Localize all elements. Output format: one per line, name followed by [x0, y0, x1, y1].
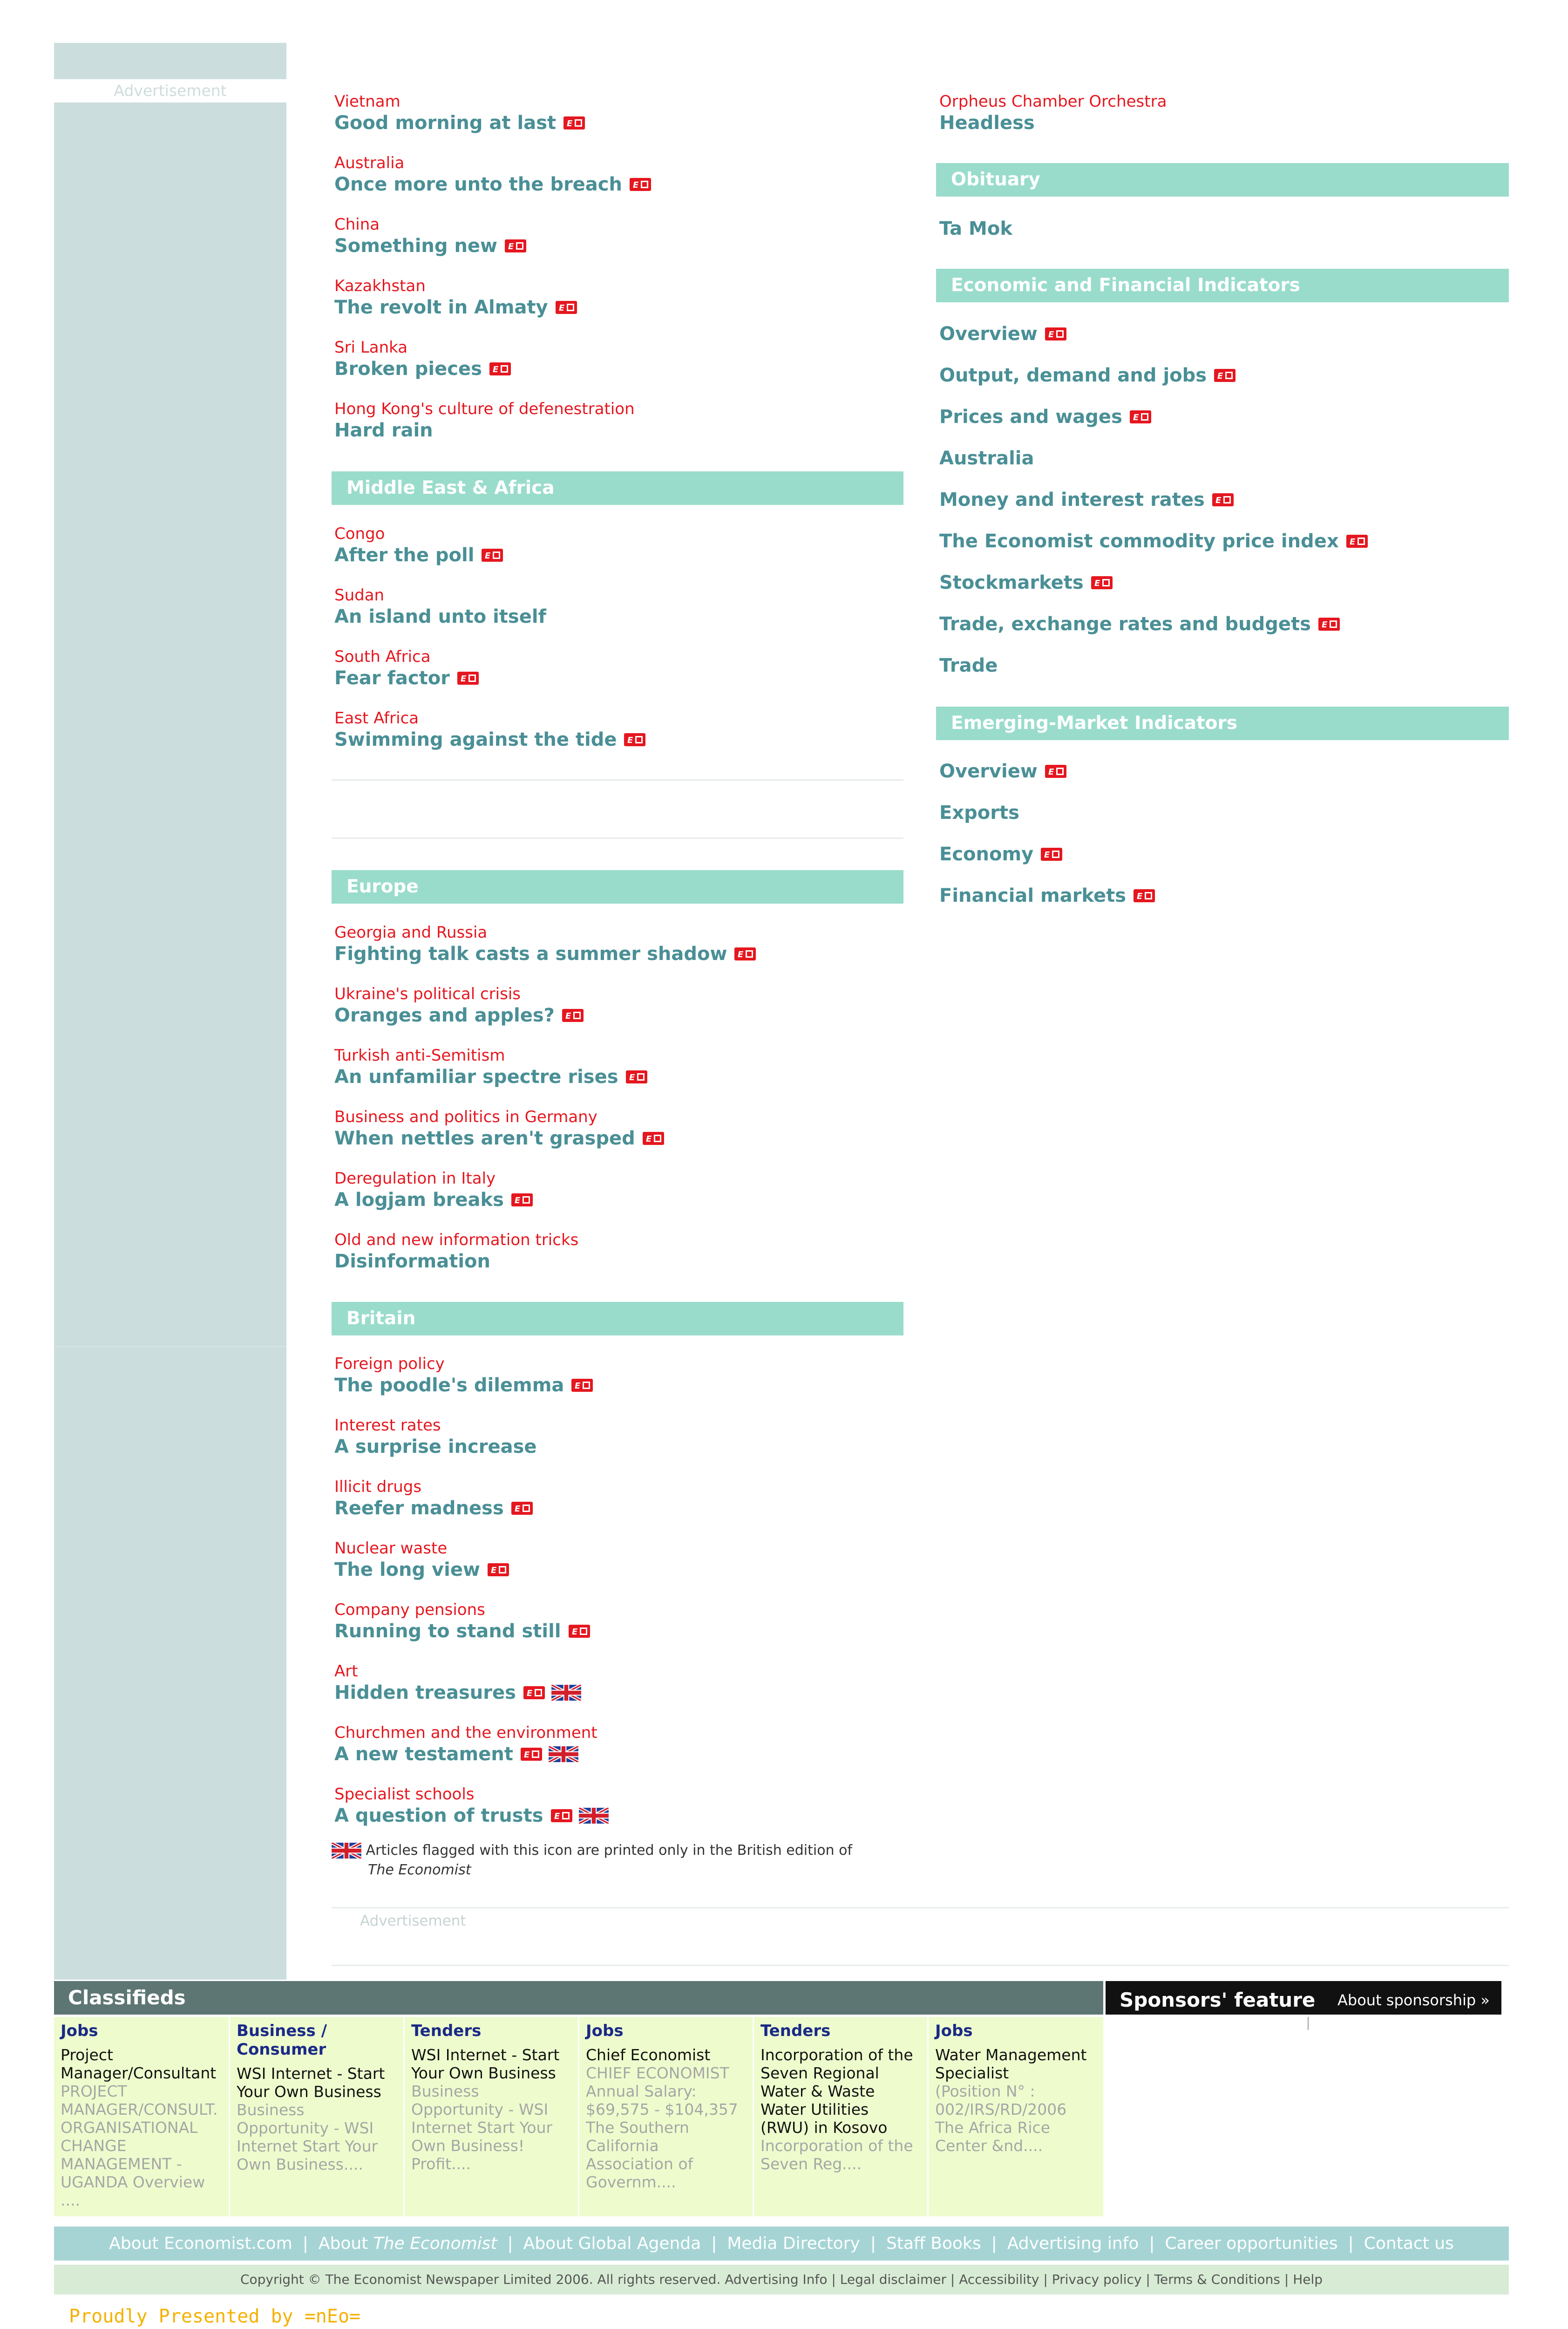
- article-kicker[interactable]: Illicit drugs: [334, 1478, 422, 1496]
- svg-text:E: E: [1137, 892, 1143, 901]
- svg-text:E: E: [526, 1689, 533, 1698]
- article: [334, 708, 645, 751]
- sponsors-title: Sponsors' feature: [1120, 1989, 1316, 2011]
- classified-title[interactable]: Chief Economist: [586, 2046, 711, 2064]
- footer-link-about-the-economist[interactable]: [319, 2234, 497, 2253]
- economist-edition-icon: [551, 1809, 572, 1822]
- headline-text: An unfamiliar spectre rises: [334, 1066, 618, 1088]
- economist-edition-icon: [1041, 848, 1062, 861]
- article: [334, 1538, 509, 1581]
- indicator-label: Ta Mok: [939, 218, 1012, 239]
- article-kicker[interactable]: East Africa: [334, 709, 419, 728]
- indicator-label: Trade, exchange rates and budgets: [939, 613, 1311, 635]
- svg-text:E: E: [554, 1811, 560, 1821]
- about-sponsorship-link[interactable]: About sponsorship »: [1337, 1991, 1490, 2009]
- article-headline-link[interactable]: [334, 296, 577, 319]
- economist-edition-icon: [1214, 369, 1235, 382]
- divider: [332, 1965, 1509, 1966]
- article-headline-link[interactable]: [334, 1497, 533, 1519]
- classified-description: Business Opportunity - WSI Internet Start Your Own Business! Profit....: [411, 2082, 553, 2173]
- article: [334, 1354, 593, 1396]
- section-header-middle-east: Middle East & Africa: [332, 471, 903, 505]
- svg-text:E: E: [1048, 767, 1054, 777]
- article: [334, 1230, 578, 1273]
- classified-column[interactable]: [54, 2017, 226, 2216]
- indicator-link[interactable]: [939, 571, 1113, 594]
- article: [334, 91, 585, 134]
- footer-about-prefix: About: [318, 2234, 373, 2253]
- headline-text: Disinformation: [334, 1251, 490, 1272]
- indicator-label: Output, demand and jobs: [939, 365, 1207, 386]
- classified-title[interactable]: WSI Internet - Start Your Own Business: [237, 2064, 385, 2101]
- article: [334, 1784, 609, 1827]
- article-headline-link[interactable]: [334, 1559, 509, 1581]
- article-headline-link[interactable]: [334, 419, 635, 442]
- article-kicker[interactable]: Congo: [334, 524, 385, 543]
- article-kicker[interactable]: Orpheus Chamber Orchestra: [939, 92, 1167, 111]
- article-headline-link[interactable]: [334, 544, 503, 566]
- headline-text: An island unto itself: [334, 606, 546, 627]
- sponsor-divider: [1308, 2017, 1309, 2030]
- svg-text:E: E: [485, 551, 491, 561]
- headline-text: Running to stand still: [334, 1621, 561, 1642]
- economist-edition-icon: [643, 1132, 664, 1145]
- article-kicker[interactable]: Company pensions: [334, 1600, 485, 1619]
- article-kicker[interactable]: Australia: [334, 154, 405, 172]
- indicator-label: The Economist commodity price index: [939, 531, 1339, 552]
- article: [334, 1168, 533, 1211]
- article-headline-link[interactable]: [334, 235, 526, 257]
- classified-description: Incorporation of the Seven Reg....: [760, 2137, 913, 2173]
- article-kicker[interactable]: Kazakhstan: [334, 277, 426, 295]
- section-header-britain: Britain: [332, 1302, 903, 1335]
- indicator-label: Economy: [939, 844, 1034, 865]
- economist-edition-icon: [571, 1379, 593, 1392]
- economist-edition-icon: [1045, 327, 1066, 340]
- indicator-label: Exports: [939, 802, 1019, 824]
- article-headline-link[interactable]: [334, 1743, 597, 1765]
- classified-column[interactable]: [753, 2017, 925, 2216]
- svg-text:E: E: [523, 1750, 530, 1760]
- classified-category[interactable]: Tenders: [411, 2022, 482, 2040]
- economist-edition-icon: [1318, 618, 1340, 631]
- svg-text:E: E: [567, 119, 573, 129]
- article-headline-link[interactable]: [334, 112, 585, 134]
- indicator-link[interactable]: [939, 613, 1340, 636]
- svg-text:E: E: [1217, 371, 1223, 381]
- article: [334, 1107, 664, 1150]
- section-header-economic-indicators: Economic and Financial Indicators: [936, 269, 1509, 302]
- article: [334, 984, 584, 1027]
- article: [334, 399, 635, 442]
- classified-title[interactable]: Water Management Specialist: [935, 2046, 1087, 2082]
- headline-text: A question of trusts: [334, 1805, 543, 1826]
- indicator-link[interactable]: [939, 801, 1019, 824]
- economist-edition-icon: [734, 947, 756, 960]
- indicator-label: Stockmarkets: [939, 572, 1084, 593]
- svg-text:E: E: [514, 1196, 521, 1205]
- uk-flag-icon: [549, 1746, 578, 1762]
- indicator-link[interactable]: [939, 488, 1234, 511]
- article: [334, 1723, 597, 1765]
- footer-link-media-directory[interactable]: Media Directory: [727, 2234, 860, 2253]
- svg-text:E: E: [1044, 850, 1050, 860]
- article-kicker[interactable]: China: [334, 215, 380, 234]
- economist-edition-icon: [624, 733, 645, 746]
- footer-legal: Copyright © The Economist Newspaper Limited 2006. All rights reserved. Advertising Info | Legal disclaimer | Accessibility | Privacy policy | Terms & Conditions | Help: [54, 2265, 1509, 2295]
- svg-text:E: E: [514, 1504, 521, 1514]
- economist-edition-icon: [521, 1748, 542, 1761]
- indicator-label: Prices and wages: [939, 406, 1122, 428]
- classified-category[interactable]: Business / Consumer: [237, 2022, 327, 2059]
- classified-column[interactable]: [229, 2017, 401, 2216]
- article-headline-link[interactable]: [334, 1620, 590, 1642]
- headline-text: The poodle's dilemma: [334, 1375, 564, 1396]
- economist-edition-icon: [563, 116, 585, 129]
- classified-column[interactable]: [927, 2017, 1100, 2216]
- headline-text: Hidden treasures: [334, 1682, 516, 1703]
- article: [334, 1045, 647, 1088]
- footer-link-advertising[interactable]: Advertising info: [1007, 2234, 1139, 2253]
- svg-text:E: E: [633, 180, 639, 190]
- article-kicker[interactable]: Vietnam: [334, 92, 400, 111]
- uk-flag-icon: [551, 1685, 581, 1701]
- sidebar-advertisement-label: Advertisement: [54, 79, 286, 102]
- headline-text: Something new: [334, 235, 497, 257]
- article-kicker[interactable]: Art: [334, 1662, 358, 1681]
- article-kicker[interactable]: Foreign policy: [334, 1355, 445, 1373]
- divider: [332, 838, 903, 839]
- footer-about-title: The Economist: [373, 2234, 497, 2253]
- divider: [332, 1907, 1509, 1908]
- svg-text:E: E: [575, 1381, 581, 1391]
- article: [939, 91, 1167, 134]
- article-headline-link[interactable]: [334, 1250, 578, 1273]
- article-kicker[interactable]: Churchmen and the environment: [334, 1723, 597, 1742]
- svg-text:E: E: [1321, 620, 1328, 630]
- left-sidebar: [54, 43, 286, 1980]
- indicator-link[interactable]: [939, 217, 1012, 240]
- headline-text: Once more unto the breach: [334, 174, 622, 195]
- note-text: Articles flagged with this icon are printed only in the British edition of: [366, 1842, 853, 1859]
- article-kicker[interactable]: Interest rates: [334, 1416, 441, 1435]
- classified-category[interactable]: Jobs: [61, 2022, 98, 2040]
- svg-text:E: E: [490, 1566, 497, 1575]
- article: [334, 524, 503, 566]
- headline-text: When nettles aren't grasped: [334, 1128, 635, 1149]
- economist-edition-icon: [556, 301, 577, 314]
- svg-text:E: E: [492, 365, 499, 375]
- economist-edition-icon: [1212, 493, 1234, 506]
- headline-text: Good morning at last: [334, 112, 557, 134]
- article-kicker[interactable]: Turkish anti-Semitism: [334, 1046, 505, 1065]
- svg-text:E: E: [645, 1134, 652, 1144]
- classifieds-header: Classifieds: [54, 1981, 1103, 2015]
- svg-text:E: E: [1349, 537, 1355, 547]
- headline-text: The long view: [334, 1559, 480, 1580]
- presented-by-credit: [69, 2305, 360, 2329]
- article-kicker[interactable]: Nuclear waste: [334, 1539, 448, 1558]
- svg-text:E: E: [558, 303, 564, 313]
- economist-edition-icon: [505, 239, 526, 252]
- divider: [332, 779, 903, 781]
- classified-description: Business Opportunity - WSI Internet Start Your Own Business....: [237, 2101, 378, 2173]
- bottom-advertisement-label: Advertisement: [360, 1913, 466, 1929]
- article-headline-link[interactable]: [334, 729, 645, 751]
- british-edition-note: [332, 1841, 937, 1880]
- indicator-label: Trade: [939, 655, 998, 676]
- economist-edition-icon: [562, 1009, 584, 1022]
- article-headline-link[interactable]: [334, 667, 479, 689]
- article: [334, 647, 479, 689]
- section-header-europe: Europe: [332, 870, 903, 904]
- economist-edition-icon: [457, 672, 479, 685]
- svg-text:E: E: [1094, 579, 1100, 588]
- footer-link-about-economist[interactable]: About Economist.com: [109, 2234, 292, 2253]
- note-publication: The Economist: [368, 1862, 471, 1878]
- section-header-obituary: Obituary: [936, 163, 1509, 197]
- presented-line: Proudly Presented by =nEo=: [69, 2306, 361, 2327]
- article: [334, 585, 546, 628]
- economist-edition-icon: [1346, 535, 1368, 548]
- economist-edition-icon: [630, 178, 651, 191]
- article-headline-link[interactable]: [334, 943, 756, 965]
- article: [334, 922, 756, 965]
- classified-description: PROJECT MANAGER/CONSULT. ORGANISATIONAL CHANGE MANAGEMENT - UGANDA Overview ....: [61, 2082, 218, 2209]
- article-headline-link[interactable]: [334, 1682, 581, 1704]
- economist-edition-icon: [1045, 765, 1066, 778]
- economist-edition-icon: [1091, 576, 1113, 589]
- classified-category[interactable]: Jobs: [586, 2022, 624, 2040]
- footer-navigation: About Economist.com | About The Economist | About Global Agenda | Media Directory | Staff Books | Advertising info | Career opportunities | Contact us: [54, 2227, 1509, 2261]
- headline-text: Broken pieces: [334, 358, 482, 380]
- indicator-link[interactable]: [939, 884, 1155, 907]
- article: [334, 1661, 581, 1704]
- article: [334, 1477, 533, 1519]
- article-headline-link[interactable]: [334, 358, 511, 380]
- classified-column[interactable]: [403, 2017, 576, 2216]
- headline-text: Reefer madness: [334, 1498, 504, 1519]
- article-headline-link[interactable]: [334, 606, 546, 628]
- indicator-label: Overview: [939, 323, 1038, 345]
- classified-category[interactable]: Tenders: [760, 2022, 831, 2040]
- uk-flag-icon: [579, 1808, 609, 1824]
- economist-edition-icon: [569, 1625, 590, 1638]
- svg-text:E: E: [460, 674, 467, 684]
- uk-flag-icon: [332, 1843, 361, 1857]
- article-headline-link[interactable]: [939, 112, 1167, 134]
- article-kicker[interactable]: Hong Kong's culture of defenestration: [334, 400, 635, 418]
- article: [334, 276, 577, 319]
- article-kicker[interactable]: Sri Lanka: [334, 338, 408, 357]
- svg-text:E: E: [738, 950, 744, 960]
- article-headline-link[interactable]: [334, 1189, 533, 1211]
- article-kicker[interactable]: Ukraine's political crisis: [334, 985, 521, 1003]
- classified-description: (Position N° : 002/IRS/RD/2006 The Africa Rice Center &nd....: [935, 2082, 1067, 2155]
- classified-title[interactable]: Project Manager/Consultant: [61, 2046, 217, 2082]
- article-kicker[interactable]: Old and new information tricks: [334, 1231, 579, 1249]
- footer-link-global-agenda[interactable]: About Global Agenda: [523, 2234, 701, 2253]
- economist-edition-icon: [626, 1070, 647, 1083]
- indicator-link[interactable]: [939, 405, 1151, 429]
- headline-text: Fighting talk casts a summer shadow: [334, 943, 727, 965]
- indicator-label: Money and interest rates: [939, 489, 1205, 511]
- article: [334, 214, 526, 257]
- svg-text:E: E: [627, 735, 633, 745]
- classified-description: CHIEF ECONOMIST Annual Salary: $69,575 - $104,357 The Southern California Association of Governm....: [586, 2064, 738, 2191]
- footer-link-contact[interactable]: Contact us: [1364, 2234, 1454, 2253]
- indicator-link[interactable]: [939, 447, 1034, 470]
- headline-text: Fear factor: [334, 667, 450, 689]
- indicator-label: Australia: [939, 448, 1034, 469]
- indicator-link[interactable]: [939, 364, 1235, 387]
- classified-column[interactable]: [578, 2017, 750, 2216]
- svg-text:E: E: [1133, 413, 1139, 422]
- headline-text: The revolt in Almaty: [334, 297, 548, 318]
- article-headline-link[interactable]: [334, 1066, 647, 1088]
- economist-edition-icon: [523, 1686, 545, 1699]
- indicator-link[interactable]: [939, 530, 1368, 553]
- article-kicker[interactable]: Sudan: [334, 586, 385, 605]
- article-headline-link[interactable]: [334, 1436, 537, 1458]
- headline-text: Headless: [939, 112, 1035, 134]
- article: [334, 1600, 590, 1642]
- classified-title[interactable]: WSI Internet - Start Your Own Business: [411, 2046, 560, 2082]
- indicator-link[interactable]: [939, 843, 1062, 866]
- svg-text:E: E: [508, 242, 514, 252]
- headline-text: Hard rain: [334, 420, 433, 441]
- article-headline-link[interactable]: [334, 173, 651, 196]
- classified-title[interactable]: Incorporation of the Seven Regional Water & Waste Water Utilities (RWU) in Kosovo: [760, 2046, 913, 2137]
- article-headline-link[interactable]: [334, 1805, 609, 1827]
- economist-edition-icon: [482, 549, 503, 562]
- article-headline-link[interactable]: [334, 1127, 664, 1150]
- svg-text:E: E: [571, 1627, 577, 1637]
- indicator-label: Financial markets: [939, 885, 1127, 906]
- headline-text: A surprise increase: [334, 1436, 537, 1457]
- article-headline-link[interactable]: [334, 1004, 584, 1027]
- headline-text: Oranges and apples?: [334, 1005, 555, 1026]
- footer-link-staff-books[interactable]: Staff Books: [886, 2234, 981, 2253]
- article-kicker[interactable]: Business and politics in Germany: [334, 1108, 597, 1126]
- economist-edition-icon: [1134, 889, 1155, 902]
- article-kicker[interactable]: Georgia and Russia: [334, 923, 488, 942]
- svg-text:E: E: [1048, 330, 1054, 340]
- svg-text:E: E: [1215, 496, 1222, 505]
- indicator-link[interactable]: [939, 760, 1066, 783]
- svg-text:E: E: [565, 1011, 571, 1021]
- article-kicker[interactable]: Specialist schools: [334, 1785, 475, 1804]
- indicator-link[interactable]: [939, 654, 998, 677]
- headline-text: Swimming against the tide: [334, 729, 617, 750]
- article: [334, 153, 651, 196]
- classified-category[interactable]: Jobs: [935, 2022, 973, 2040]
- article: [334, 1415, 537, 1458]
- footer-link-careers[interactable]: Career opportunities: [1165, 2234, 1338, 2253]
- svg-text:E: E: [629, 1073, 635, 1083]
- article-kicker[interactable]: South Africa: [334, 647, 431, 666]
- indicator-link[interactable]: [939, 322, 1066, 346]
- headline-text: A new testament: [334, 1743, 513, 1765]
- headline-text: After the poll: [334, 545, 475, 566]
- headline-text: A logjam breaks: [334, 1189, 504, 1211]
- article-headline-link[interactable]: [334, 1374, 593, 1396]
- article: [334, 337, 511, 380]
- economist-edition-icon: [489, 362, 511, 375]
- economist-edition-icon: [488, 1563, 509, 1576]
- indicator-label: Overview: [939, 761, 1038, 782]
- section-header-emerging-indicators: Emerging-Market Indicators: [936, 707, 1509, 740]
- economist-edition-icon: [1130, 410, 1151, 423]
- sidebar-divider: [54, 1346, 286, 1347]
- economist-edition-icon: [511, 1502, 533, 1515]
- article-kicker[interactable]: Deregulation in Italy: [334, 1169, 496, 1188]
- economist-edition-icon: [511, 1193, 533, 1206]
